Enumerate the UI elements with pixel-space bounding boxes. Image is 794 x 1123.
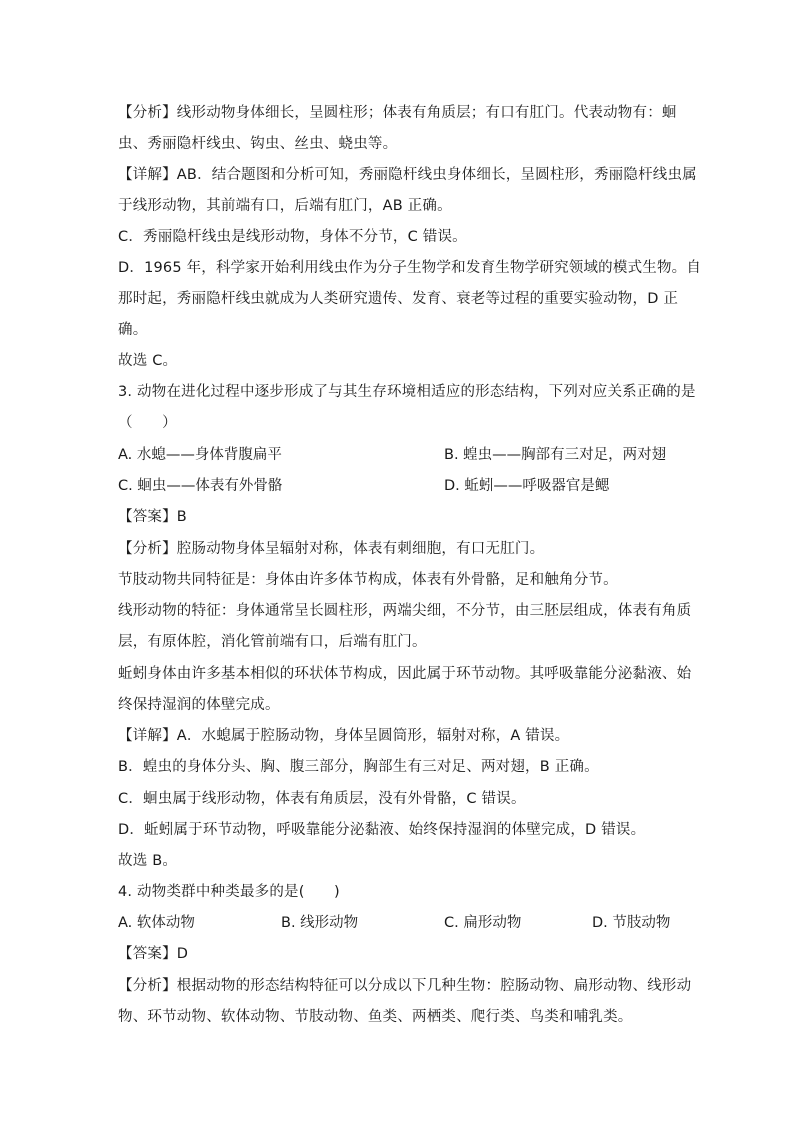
q3-option-d: D. 蚯蚓——呼吸器官是鳃 bbox=[444, 478, 610, 494]
q3-choice: 故选 B。 bbox=[118, 853, 178, 869]
q3-stem-cont: （ ） bbox=[118, 415, 177, 431]
q4-option-d: D. 节肢动物 bbox=[592, 915, 671, 931]
q3-detail-d: D．蚯蚓属于环节动物，呼吸靠能分泌黏液、始终保持湿润的体壁完成，D 错误。 bbox=[118, 822, 646, 838]
q2-detail-ab-cont: 于线形动物，其前端有口，后端有肛门，AB 正确。 bbox=[118, 198, 452, 214]
q4-option-c: C. 扁形动物 bbox=[444, 915, 522, 931]
q2-choice: 故选 C。 bbox=[118, 353, 178, 369]
q2-detail-d-cont2: 确。 bbox=[118, 322, 148, 338]
q3-analysis-1: 【分析】腔肠动物身体呈辐射对称，体表有刺细胞，有口无肛门。 bbox=[118, 541, 545, 557]
q2-detail-d: D．1965 年，科学家开始利用线虫作为分子生物学和发育生物学研究领域的模式生物。自 bbox=[118, 260, 702, 276]
q2-detail-c: C．秀丽隐杆线虫是线形动物，身体不分节，C 错误。 bbox=[118, 229, 467, 245]
q2-analysis-cont: 虫、秀丽隐杆线虫、钩虫、丝虫、蛲虫等。 bbox=[118, 136, 398, 152]
q3-option-a: A. 水螅——身体背腹扁平 bbox=[118, 447, 282, 463]
q3-detail-b: B．蝗虫的身体分头、胸、腹三部分，胸部生有三对足、两对翅，B 正确。 bbox=[118, 759, 599, 775]
q2-analysis: 【分析】线形动物身体细长，呈圆柱形；体表有角质层；有口有肛门。代表动物有：蛔 bbox=[118, 105, 677, 121]
q4-option-a: A. 软体动物 bbox=[118, 915, 195, 931]
q3-options-row-1 bbox=[118, 445, 678, 465]
q3-analysis-3-cont: 层，有原体腔，消化管前端有口，后端有肛门。 bbox=[118, 634, 427, 650]
q4-analysis: 【分析】根据动物的形态结构特征可以分成以下几种生物：腔肠动物、扁形动物、线形动 bbox=[118, 978, 692, 994]
q3-option-c: C. 蛔虫——体表有外骨骼 bbox=[118, 478, 283, 494]
q4-options-row bbox=[118, 913, 678, 933]
q3-analysis-2: 节肢动物共同特征是：身体由许多体节构成，体表有外骨骼，足和触角分节。 bbox=[118, 572, 618, 588]
q2-detail-d-cont: 那时起，秀丽隐杆线虫就成为人类研究遗传、发育、衰老等过程的重要实验动物，D 正 bbox=[118, 291, 679, 307]
q3-detail-c: C．蛔虫属于线形动物，体表有角质层，没有外骨骼，C 错误。 bbox=[118, 791, 526, 807]
q2-detail-ab: 【详解】AB．结合题图和分析可知，秀丽隐杆线虫身体细长，呈圆柱形，秀丽隐杆线虫属 bbox=[118, 167, 697, 183]
q3-options-row-2 bbox=[118, 476, 678, 496]
q3-analysis-3: 线形动物的特征：身体通常呈长圆柱形，两端尖细，不分节，由三胚层组成，体表有角质 bbox=[118, 603, 692, 619]
q3-analysis-4: 蚯蚓身体由许多基本相似的环状体节构成，因此属于环节动物。其呼吸靠能分泌黏液、始 bbox=[118, 666, 692, 682]
q3-analysis-4-cont: 终保持湿润的体壁完成。 bbox=[118, 697, 280, 713]
q3-detail-a: 【详解】A．水螅属于腔肠动物，身体呈圆筒形，辐射对称，A 错误。 bbox=[118, 728, 570, 744]
q4-stem: 4. 动物类群中种类最多的是( ) bbox=[118, 884, 340, 900]
q3-answer: 【答案】B bbox=[118, 509, 187, 525]
q3-stem: 3. 动物在进化过程中逐步形成了与其生存环境相适应的形态结构，下列对应关系正确的是 bbox=[118, 384, 696, 400]
q3-option-b: B. 蝗虫——胸部有三对足，两对翅 bbox=[444, 447, 667, 463]
q4-answer: 【答案】D bbox=[118, 946, 189, 962]
q4-option-b: B. 线形动物 bbox=[281, 915, 359, 931]
q4-analysis-cont: 物、环节动物、软体动物、节肢动物、鱼类、两栖类、爬行类、鸟类和哺乳类。 bbox=[118, 1009, 633, 1025]
